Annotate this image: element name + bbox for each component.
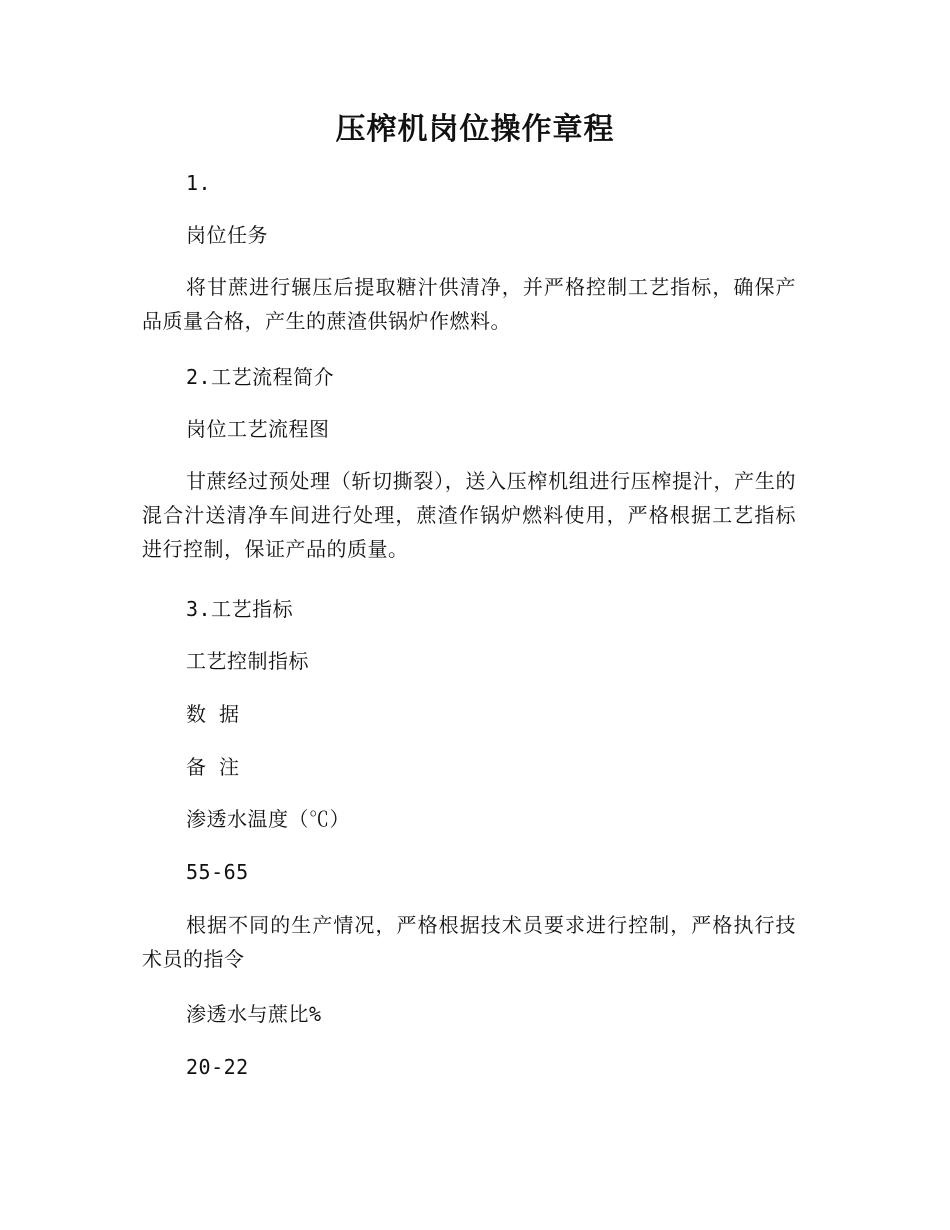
value-water-temperature: 55-65: [186, 860, 249, 884]
heading-process-indicators: 3.工艺指标: [186, 597, 294, 621]
paragraph-job-task: 将甘蔗进行辗压后提取糖汁供清净，并严格控制工艺指标，确保产品质量合格，产生的蔗渣供锅炉作燃料。: [142, 275, 796, 333]
value-water-cane-ratio: 20-22: [186, 1055, 249, 1079]
heading-process-flowchart: 岗位工艺流程图: [186, 417, 330, 441]
heading-job-task: 岗位任务: [186, 223, 268, 247]
label-data: 数 据: [186, 702, 240, 726]
section-number-1: 1.: [186, 171, 212, 195]
label-water-cane-ratio: 渗透水与蔗比%: [186, 1002, 322, 1026]
label-remarks: 备 注: [186, 755, 240, 779]
label-control-indicators: 工艺控制指标: [186, 649, 309, 673]
label-water-temperature: 渗透水温度（℃）: [186, 807, 350, 831]
heading-process-intro: 2.工艺流程简介: [186, 365, 335, 389]
document-title: 压榨机岗位操作章程: [335, 112, 615, 147]
paragraph-process-description: 甘蔗经过预处理（斩切撕裂），送入压榨机组进行压榨提汁，产生的混合汁送清净车间进行处理，蔗渣作锅炉燃料使用，严格根据工艺指标进行控制，保证产品的质量。: [142, 469, 796, 561]
paragraph-temperature-remark: 根据不同的生产情况，严格根据技术员要求进行控制，严格执行技术员的指令: [142, 913, 796, 971]
